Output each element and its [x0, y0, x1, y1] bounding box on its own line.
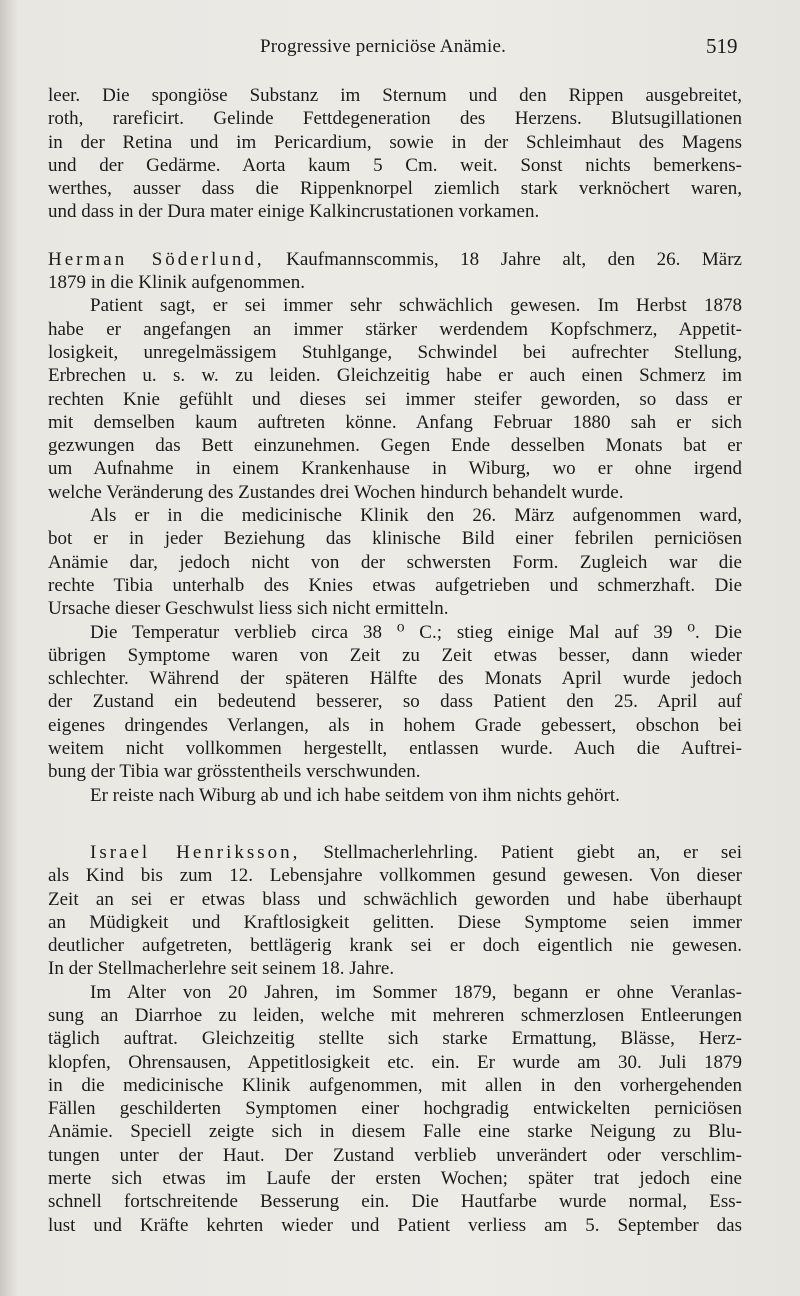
paragraph-autopsy-continuation: [48, 84, 742, 224]
paragraph-case-soderlund: [48, 248, 742, 295]
text-line: der Zustand ein bedeutend besserer, so dass Patient den 25. April auf: [48, 691, 742, 713]
text-line: tungen unter der Haut. Der Zustand verblieb unverändert oder verschlim-: [48, 1144, 742, 1166]
text-line: und dass in der Dura mater einige Kalkincrustationen vorkamen.: [48, 201, 540, 223]
text-line: roth, rareficirt. Gelinde Fettdegeneration des Herzens. Blutsugillationen: [48, 108, 742, 130]
text-line: in die medicinische Klinik aufgenommen, mit allen in den vorhergehenden: [48, 1074, 742, 1096]
text-line: eigenes dringendes Verlangen, als in hohem Grade gebessert, obschon bei: [48, 714, 742, 736]
text-line: an Müdigkeit und Kraftlosigkeit gelitten. Diese Symptome seien immer: [48, 911, 742, 933]
patient-name: Israel Henriksson,: [90, 841, 301, 863]
text-line: 1879 in die Klinik aufgenommen.: [48, 272, 305, 294]
body-text: [48, 84, 742, 1237]
text-line: rechten Knie gefühlt und dieses sei immer steifer geworden, so dass er: [48, 388, 742, 410]
text-line: Als er in die medicinische Klinik den 26. März aufgenommen ward,: [90, 505, 742, 527]
text-segment: Stellmacherlehrling. Patient giebt an, er sei: [300, 841, 742, 863]
page-number: 519: [706, 34, 738, 58]
text-line: bung der Tibia war grösstentheils verschwunden.: [48, 761, 421, 783]
text-line: schnell fortschreitende Besserung ein. Die Hautfarbe wurde normal, Ess-: [48, 1191, 742, 1213]
text-line: Die Temperatur verblieb circa 38 ⁰ C.; stieg einige Mal auf 39 ⁰. Die: [90, 621, 742, 643]
text-line: lust und Kräfte kehrten wieder und Patient verliess am 5. September das: [48, 1214, 742, 1236]
text-line: als Kind bis zum 12. Lebensjahre vollkommen gesund gewesen. Von dieser: [48, 865, 742, 887]
text-line: werthes, ausser dass die Rippenknorpel ziemlich stark verknöchert waren,: [48, 178, 742, 200]
text-line: Anämie dar, jedoch nicht von der schwersten Form. Zugleich war die: [48, 551, 742, 573]
text-line: bot er in jeder Beziehung das klinische Bild einer febrilen perniciösen: [48, 528, 742, 550]
text-line: und der Gedärme. Aorta kaum 5 Cm. weit. Sonst nichts bemerkens-: [48, 154, 742, 176]
text-line: losigkeit, unregelmässigem Stuhlgange, Schwindel bei aufrechter Stellung,: [48, 341, 742, 363]
text-line: habe er angefangen an immer stärker werdendem Kopfschmerz, Appetit-: [48, 318, 742, 340]
text-line: Erbrechen u. s. w. zu leiden. Gleichzeitig habe er auch einen Schmerz im: [48, 365, 742, 387]
text-line: übrigen Symptome waren von Zeit zu Zeit etwas besser, dann wieder: [48, 644, 742, 666]
paragraph-history: [48, 294, 742, 504]
running-title: Progressive perniciöse Anämie.: [260, 36, 507, 57]
text-line: In der Stellmacherlehre seit seinem 18. Jahre.: [48, 958, 395, 980]
text-line: leer. Die spongiöse Substanz im Sternum und den Rippen ausgebreitet,: [48, 85, 742, 106]
paragraph-departure: [48, 784, 742, 807]
text-line: Ursache dieser Geschwulst liess sich nicht ermitteln.: [48, 598, 449, 620]
paragraph-case-henriksson: [48, 841, 742, 981]
paragraph-illness-course: [48, 981, 742, 1237]
text-line: gezwungen das Bett einzunehmen. Gegen Ende desselben Monats bat er: [48, 435, 742, 457]
text-line: mit demselben kaum auftreten könne. Anfang Februar 1880 sah er sich: [48, 411, 742, 433]
text-line: Zeit an sei er etwas blass und schwächlich geworden und habe überhaupt: [48, 888, 742, 910]
text-line: sung an Diarrhoe zu leiden, welche mit mehreren schmerzlosen Entleerungen: [48, 1004, 742, 1026]
text-line: um Aufnahme in einem Krankenhause in Wiburg, wo er ohne irgend: [48, 458, 742, 480]
patient-name: Herman Söderlund,: [48, 248, 265, 270]
text-line: in der Retina und im Pericardium, sowie in der Schleimhaut des Magens: [48, 131, 742, 153]
text-line: täglich auftrat. Gleichzeitig stellte sich starke Ermattung, Blässe, Herz-: [48, 1028, 742, 1050]
text-line: welche Veränderung des Zustandes drei Wochen hindurch behandelt wurde.: [48, 481, 624, 503]
text-line: [48, 248, 742, 271]
paragraph-temperature: [48, 621, 742, 784]
text-line: [48, 841, 742, 864]
text-line: deutlicher aufgetreten, bettlägerig krank sei er doch eigentlich nie gewesen.: [48, 935, 742, 957]
paragraph-admission: [48, 504, 742, 620]
text-line: Fällen geschilderten Symptomen einer hochgradig entwickelten perniciösen: [48, 1098, 742, 1120]
text-line: Anämie. Speciell zeigte sich in diesem Falle eine starke Neigung zu Blu-: [48, 1121, 742, 1143]
text-line: Im Alter von 20 Jahren, im Sommer 1879, begann er ohne Veranlas-: [90, 981, 742, 1003]
text-line: merte sich etwas im Laufe der ersten Wochen; später trat jedoch eine: [48, 1168, 742, 1190]
text-line: rechte Tibia unterhalb des Knies etwas aufgetrieben und schmerzhaft. Die: [48, 574, 742, 596]
text-segment: Kaufmannscommis, 18 Jahre alt, den 26. März: [264, 248, 742, 270]
text-line: klopfen, Ohrensausen, Appetitlosigkeit etc. ein. Er wurde am 30. Juli 1879: [48, 1051, 742, 1073]
text-line: Patient sagt, er sei immer sehr schwächlich gewesen. Im Herbst 1878: [90, 295, 742, 317]
text-line: weitem nicht vollkommen hergestellt, entlassen wurde. Auch die Auftrei-: [48, 738, 742, 760]
text-line: Er reiste nach Wiburg ab und ich habe seitdem von ihm nichts gehört.: [90, 784, 620, 806]
text-line: schlechter. Während der späteren Hälfte des Monats April wurde jedoch: [48, 668, 742, 690]
